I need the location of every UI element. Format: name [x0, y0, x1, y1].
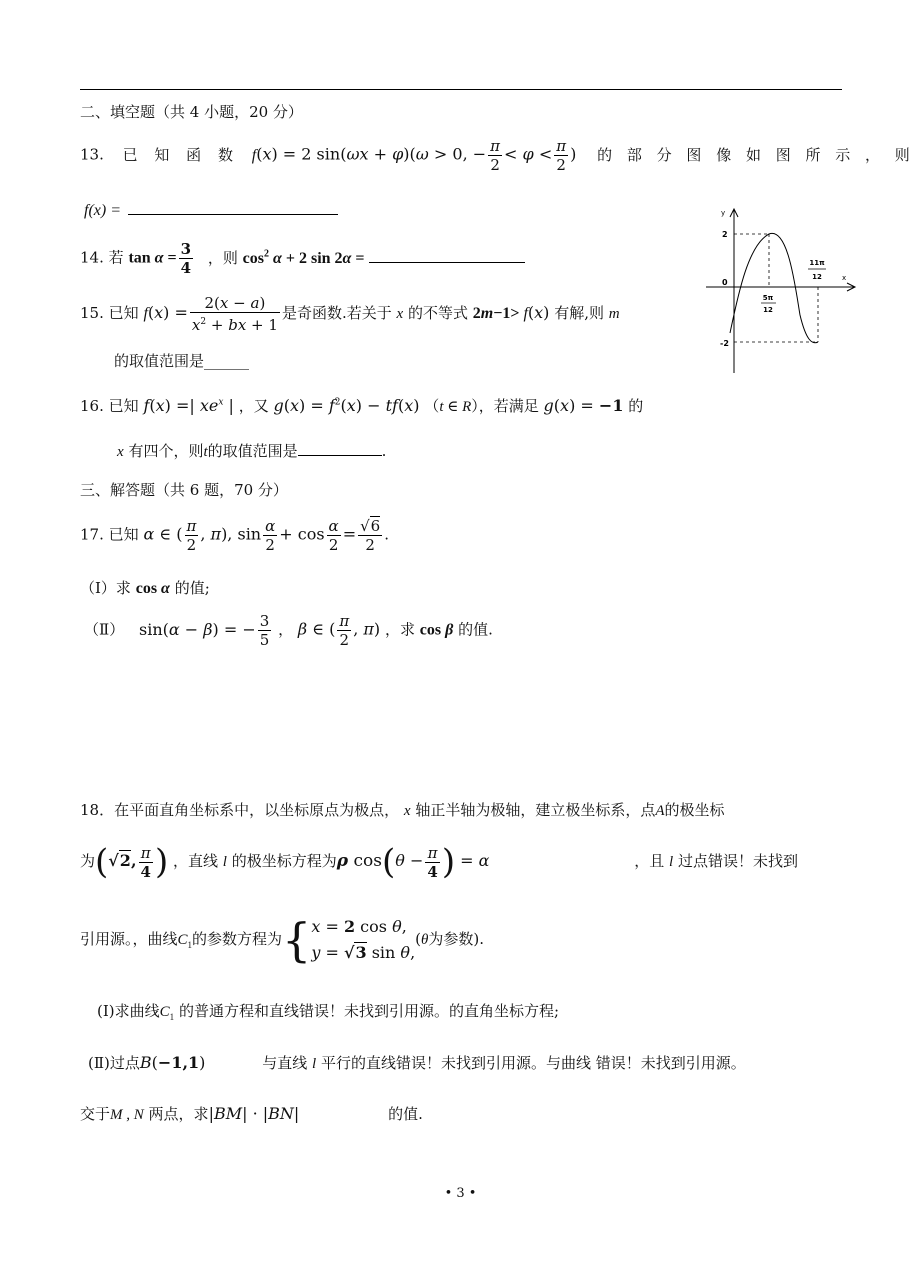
q18-frac1: $\frac{\pi}{4}$	[140, 843, 151, 881]
q17-sin: sin(α − β) = −	[138, 619, 256, 639]
q16-t: t	[203, 444, 208, 460]
q13-formula-part3: )	[570, 144, 577, 164]
q18-C1b: $C_1$	[159, 1004, 175, 1022]
page-number: • 3 •	[444, 1186, 477, 1201]
q13-text-before: 已 知 函 数	[122, 145, 239, 164]
q17-dot: .	[384, 525, 389, 544]
q18-line2-c: 的极坐标方程为	[231, 852, 337, 870]
q17-frac3: $\frac{\alpha}{2}$	[328, 517, 339, 554]
q17-part2-mid2: ，求	[384, 620, 415, 639]
q14-answer-blank[interactable]	[369, 262, 525, 263]
q13-answer-line	[84, 200, 338, 220]
q18-paren2-l: (	[381, 842, 396, 882]
section2-title: 二、填空题（共 4 小题，20 分）	[80, 103, 303, 121]
q18-l: l	[222, 854, 227, 870]
q18-line2	[80, 842, 798, 882]
q18-l3: l	[312, 1056, 317, 1072]
q18-part2-a: (Ⅱ)过点	[88, 1054, 140, 1072]
question-15	[80, 294, 620, 334]
graph-origin: 0	[722, 278, 728, 287]
q18-B: B(−1,1)	[139, 1053, 206, 1072]
q18-line3-c: 为参数).	[428, 930, 485, 948]
q14-text-before: 若	[108, 248, 124, 267]
q18-param-system: x = 2 cos θ, y = √3 sin θ,	[311, 917, 416, 962]
q17-cos-beta: cos β	[419, 621, 454, 639]
q17-text-before: 已知	[108, 525, 139, 544]
q18-line3-b: 的参数方程为	[192, 930, 283, 948]
q18-C1: $C_1$	[177, 932, 193, 950]
q18-rho: ρ cos	[336, 851, 382, 871]
q17-cond: α ∈ (	[143, 524, 183, 544]
q18-BM-BN: |BM| · |BN|	[208, 1104, 300, 1123]
question-17	[80, 517, 389, 554]
q17-frac1: $\frac{\pi}{2}$	[186, 517, 197, 554]
q18-paren-l: (	[95, 842, 109, 882]
q16-t-in-r: t ∈ R	[439, 399, 472, 415]
q18-part1-b: 的普通方程和直线错误！未找到引用源。的直角坐标方程;	[178, 1002, 559, 1020]
graph-x-tick2	[808, 259, 826, 281]
q16-gx: $g(x) = f^2(x) - tf(x)$	[273, 396, 420, 415]
q15-fx4: (x)	[527, 303, 550, 322]
svg-text:5π: 5π	[762, 294, 774, 302]
q18-theta: θ −	[395, 851, 424, 870]
q18-part2-b: 与直线	[262, 1054, 308, 1072]
q17-frac4: $\frac{√6}{2}$	[360, 517, 381, 554]
q13-frac2: $\frac{\pi}{2}$	[556, 137, 567, 174]
q13-number: 13.	[80, 145, 104, 164]
q18-paren2-r: )	[441, 842, 456, 882]
q16-line2-mid: 有四个，则	[128, 442, 204, 460]
q13-formula-part: (x) = 2 sin(ωx + φ)(ω > 0, −	[256, 144, 487, 164]
q13-formula: f	[251, 146, 257, 164]
q18-brace: {	[282, 913, 312, 967]
q17-frac2: $\frac{\alpha}{2}$	[265, 517, 276, 554]
q16-gx-eq: g(x) = −1	[543, 396, 624, 415]
q16-answer-blank[interactable]	[298, 455, 382, 456]
q14-expr: $\cos^2 \alpha + 2$ sin 2α =	[242, 248, 365, 267]
q14-tan: tan α =	[128, 249, 177, 267]
q17-part2-mid: ，	[278, 620, 294, 639]
q18-polar-a: √2,	[108, 851, 137, 870]
svg-text:11π: 11π	[809, 259, 825, 267]
q18-line2-a: 为	[80, 852, 96, 870]
q14-frac: $\frac{3}{4}$	[180, 240, 192, 277]
q18-part3	[80, 1103, 423, 1124]
q18-l2: l	[669, 854, 674, 870]
q18-paren3: (	[415, 930, 422, 948]
q16-text-before: 已知	[108, 397, 139, 415]
graph-x-label: x	[842, 274, 847, 282]
section3-title: 三、解答题（共 6 题，70 分）	[80, 481, 288, 499]
question-13	[80, 137, 915, 174]
q16-text-end: 的	[628, 397, 644, 415]
q15-ineq: 2m−1>	[472, 305, 520, 322]
q17-part1	[80, 577, 210, 598]
q15-fx: f	[143, 305, 148, 322]
q18-x: x	[403, 803, 411, 819]
q16-blank-end: .	[381, 442, 387, 460]
q13-frac1: $\frac{\pi}{2}$	[490, 137, 501, 174]
q18-part3-c: 的值.	[388, 1105, 423, 1123]
q13-answer-prompt: f(x) =	[84, 202, 121, 219]
q13-answer-blank[interactable]	[128, 214, 338, 215]
svg-text:12: 12	[812, 273, 822, 281]
q13-text-after: 的 部 分 图 像 如 图 所 示 ， 则	[597, 145, 915, 164]
q13-formula-part2: < φ <	[504, 144, 553, 164]
q18-paren-r: )	[154, 842, 169, 882]
q18-part2-c: 平行的直线错误！未找到引用源。与曲线 错误！未找到引用源。	[320, 1054, 746, 1072]
q15-number: 15.	[80, 304, 104, 322]
q16-text-mid2: （	[424, 397, 440, 415]
q15-text-after: 是奇函数.若关于	[281, 304, 392, 322]
q15-fx3: f	[519, 305, 528, 322]
q17-part2-end: 的值.	[458, 620, 493, 639]
q18-MN: M , N	[110, 1107, 144, 1123]
q15-text-after2: 的不等式	[407, 304, 468, 322]
q17-part2-label: （Ⅱ）	[84, 620, 125, 639]
svg-text:12: 12	[763, 306, 773, 314]
graph-y-max: 2	[722, 230, 728, 239]
q15-m: m	[608, 306, 620, 322]
q17-part1-label: （Ⅰ）求	[80, 579, 131, 597]
q15-frac: $\frac{2(x - a)}{x^2 + bx + 1}$	[191, 294, 278, 334]
question-14	[80, 240, 525, 277]
question-16	[80, 395, 643, 416]
header-rule	[80, 89, 842, 90]
q14-text-mid: ，则	[207, 248, 238, 267]
q18-line3	[80, 914, 484, 966]
question-18	[80, 799, 725, 820]
q17-frac5: $\frac{3}{5}$	[259, 612, 270, 649]
q17-part1-end: 的值;	[174, 579, 210, 597]
q16-x: x	[117, 444, 124, 460]
q18-part2	[88, 1052, 746, 1073]
q15-text-after3: 有解,则	[554, 304, 604, 322]
graph-x-tick1	[761, 294, 776, 314]
q17-cond2: , π), sin	[200, 524, 262, 544]
q18-theta2: θ	[421, 932, 429, 948]
sine-curve	[730, 233, 818, 342]
q18-line1: 18．在平面直角坐标系中，以坐标原点为极点，	[80, 801, 400, 819]
q18-frac2: $\frac{\pi}{4}$	[427, 843, 438, 881]
q18-part1-a: (Ⅰ)求曲线	[97, 1002, 160, 1020]
q17-cond3: + cos	[279, 524, 325, 544]
q16-number: 16.	[80, 397, 104, 415]
q18-eq-a: = α	[455, 851, 490, 870]
q17-cond4: =	[342, 524, 357, 544]
q18-line2-e: 过点错误！未找到	[678, 852, 799, 870]
graph-y-min: -2	[720, 339, 729, 348]
q17-beta: β ∈ (	[297, 619, 336, 639]
q15-x: x	[396, 306, 404, 322]
q18-part3-b: 两点，求	[148, 1105, 209, 1123]
q18-part1	[97, 1000, 559, 1022]
q17-frac6: $\frac{\pi}{2}$	[339, 612, 350, 649]
q18-line3-a: 引用源。，曲线	[80, 930, 178, 948]
q16-line2	[117, 440, 386, 461]
q16-fx: f(x) =| $xe^x$ |	[143, 396, 234, 415]
q15-line2: 的取值范围是______	[114, 352, 250, 370]
q17-cos-alpha: cos α	[135, 580, 170, 597]
q15-fx2: (x) =	[147, 303, 188, 322]
q18-line1-b: 轴正半轴为极轴，建立极坐标系，点	[415, 801, 656, 819]
q16-text-mid: ，又	[238, 397, 269, 415]
q17-number: 17.	[80, 525, 104, 544]
q16-line2-end: 的取值范围是	[207, 442, 298, 460]
q18-A: A	[655, 803, 665, 819]
graph-y-label: y	[721, 209, 726, 217]
q17-beta2: , π)	[353, 619, 381, 639]
q18-line2-b: ，直线	[173, 852, 219, 870]
q18-line2-d: ，且	[634, 852, 665, 870]
q14-number: 14.	[80, 248, 104, 267]
q18-part3-a: 交于	[80, 1105, 111, 1123]
sine-graph	[700, 205, 860, 375]
q18-line1-c: 的极坐标	[664, 801, 725, 819]
q16-text-mid3: ），若满足	[471, 397, 539, 415]
q17-part2	[84, 612, 493, 649]
q15-text-before: 已知	[108, 304, 139, 322]
